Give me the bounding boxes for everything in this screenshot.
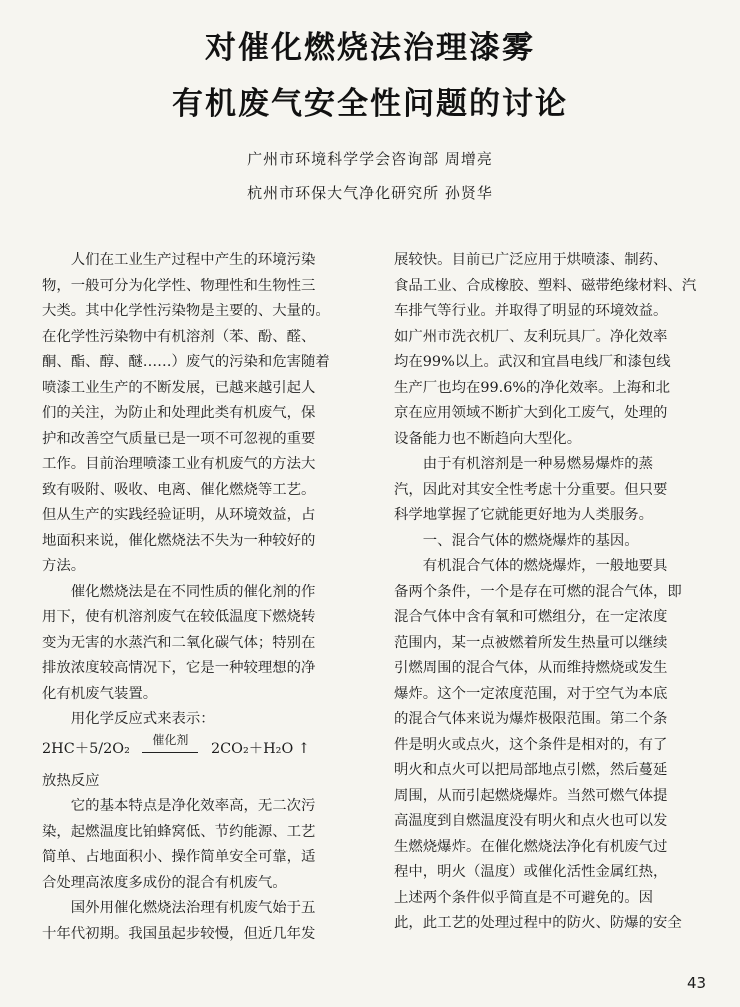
text-line: 简单、占地面积小、操作简单安全可靠，适	[42, 849, 316, 865]
reaction-arrow	[140, 732, 200, 763]
text-line: 由于有机溶剂是一种易燃易爆炸的蒸	[394, 456, 654, 472]
text-line: 十年代初期。我国虽起步较慢，但近几年发	[42, 925, 316, 942]
text-line: 但从生产的实践经验证明，从环境效益，占	[42, 507, 316, 523]
text-line: 变为无害的水蒸汽和二氧化碳气体；特别在	[42, 634, 316, 651]
text-line: 范围内，某一点被燃着所发生热量可以继续	[394, 634, 668, 651]
text-line: 汽，因此对其安全性考虑十分重要。但只要	[394, 481, 668, 498]
text-line: 地面积来说，催化燃烧法不失为一种较好的	[42, 532, 316, 549]
text-line: 排放浓度较高情况下，它是一种较理想的净	[42, 660, 316, 676]
text-line: 如广州市洗衣机厂、友利玩具厂。净化效率	[394, 328, 668, 345]
left-text-block-1	[42, 248, 360, 733]
text-line: 有机混合气体的燃烧爆炸，一般地要具	[394, 558, 668, 574]
text-line: 方法。	[42, 558, 86, 574]
text-line: 们的关注，为防止和处理此类有机废气，保	[42, 405, 316, 421]
text-line: 混合气体中含有氧和可燃组分，在一定浓度	[394, 609, 668, 625]
text-line: 高温度到自燃温度没有明火和点火也可以发	[394, 813, 668, 829]
text-line: 程中，明火（温度）或催化活性金属红热，	[394, 864, 668, 880]
right-column	[394, 248, 712, 937]
text-line: 用化学反应式来表示：	[42, 711, 215, 727]
page-number: 43	[687, 974, 707, 992]
text-line: 设备能力也不断趋向大型化。	[394, 430, 582, 447]
text-line: 引燃周围的混合气体，从而维持燃烧或发生	[394, 660, 668, 676]
text-line: 酮、酯、醇、醚……）废气的污染和危害随着	[42, 354, 330, 370]
arrow-line	[142, 752, 198, 753]
text-line: 周围，从而引起燃烧爆炸。当然可燃气体提	[394, 787, 668, 804]
text-line: 食品工业、合成橡胶、塑料、磁带绝缘材料、汽	[394, 277, 697, 294]
left-column	[42, 248, 360, 947]
text-line: 车排气等行业。并取得了明显的环境效益。	[394, 303, 668, 319]
catalyst-label: 催化剂	[152, 732, 189, 747]
text-line: 放热反应	[42, 772, 100, 789]
text-line: 物，一般可分为化学性、物理性和生物性三	[42, 277, 316, 294]
text-line: 国外用催化燃烧法治理有机废气始于五	[42, 900, 316, 916]
text-line: 大类。其中化学性污染物是主要的、大量的。	[42, 303, 330, 319]
equation-rhs: 2CO₂＋H₂O ↑	[211, 740, 310, 757]
text-line: 在化学性污染物中有机溶剂（苯、酚、醛、	[42, 328, 316, 345]
chemical-equation	[42, 733, 360, 769]
text-line: 工作。目前治理喷漆工业有机废气的方法大	[42, 456, 316, 472]
text-line: 它的基本特点是净化效率高，无二次污	[42, 798, 316, 814]
text-line: 人们在工业生产过程中产生的环境污染	[42, 252, 316, 268]
text-line: 件是明火或点火，这个条件是相对的，有了	[394, 736, 668, 753]
text-line: 上述两个条件似乎简直是不可避免的。因	[394, 889, 654, 906]
text-line: 一、混合气体的燃烧爆炸的基因。	[394, 532, 639, 549]
article-title-line-1: 对催化燃烧法治理漆雾	[205, 30, 535, 66]
text-line: 化有机废气装置。	[42, 685, 158, 702]
text-line: 生产厂也均在99.6%的净化效率。上海和北	[394, 379, 670, 396]
text-line: 展较快。目前已广泛应用于烘喷漆、制药、	[394, 252, 668, 268]
author-affiliation-2: 杭州市环保大气净化研究所 孙贤华	[247, 184, 493, 202]
text-line: 科学地掌握了它就能更好地为人类服务。	[394, 507, 654, 523]
article-title-line-2: 有机废气安全性问题的讨论	[172, 86, 568, 122]
text-line: 明火和点火可以把局部地点引燃，然后蔓延	[394, 762, 668, 778]
text-line: 合处理高浓度多成份的混合有机废气。	[42, 874, 287, 891]
author-affiliation-1: 广州市环境科学学会咨询部 周增亮	[247, 150, 493, 168]
text-line: 用下，使有机溶剂废气在较低温度下燃烧转	[42, 609, 316, 625]
text-line: 致有吸附、吸收、电离、催化燃烧等工艺。	[42, 481, 316, 498]
right-text-block	[394, 248, 712, 937]
text-line: 生燃烧爆炸。在催化燃烧法净化有机废气过	[394, 838, 668, 855]
text-line: 均在99%以上。武汉和宜昌电线厂和漆包线	[394, 354, 671, 370]
text-line: 催化燃烧法是在不同性质的催化剂的作	[42, 583, 316, 600]
text-line: 染，起燃温度比铂蜂窝低、节约能源、工艺	[42, 823, 316, 840]
text-line: 此，此工艺的处理过程中的防火、防爆的安全	[394, 915, 682, 931]
text-line: 喷漆工业生产的不断发展，已越来越引起人	[42, 379, 316, 396]
equation-lhs: 2HC＋5/2O₂	[42, 740, 130, 757]
text-line: 备两个条件，一个是存在可燃的混合气体，即	[394, 583, 682, 600]
text-line: 护和改善空气质量已是一项不可忽视的重要	[42, 430, 316, 447]
text-line: 的混合气体来说为爆炸极限范围。第二个条	[394, 711, 668, 727]
text-line: 爆炸。这个一定浓度范围，对于空气为本底	[394, 685, 668, 702]
text-line: 京在应用领域不断扩大到化工废气，处理的	[394, 405, 668, 421]
left-text-block-2	[42, 769, 360, 948]
